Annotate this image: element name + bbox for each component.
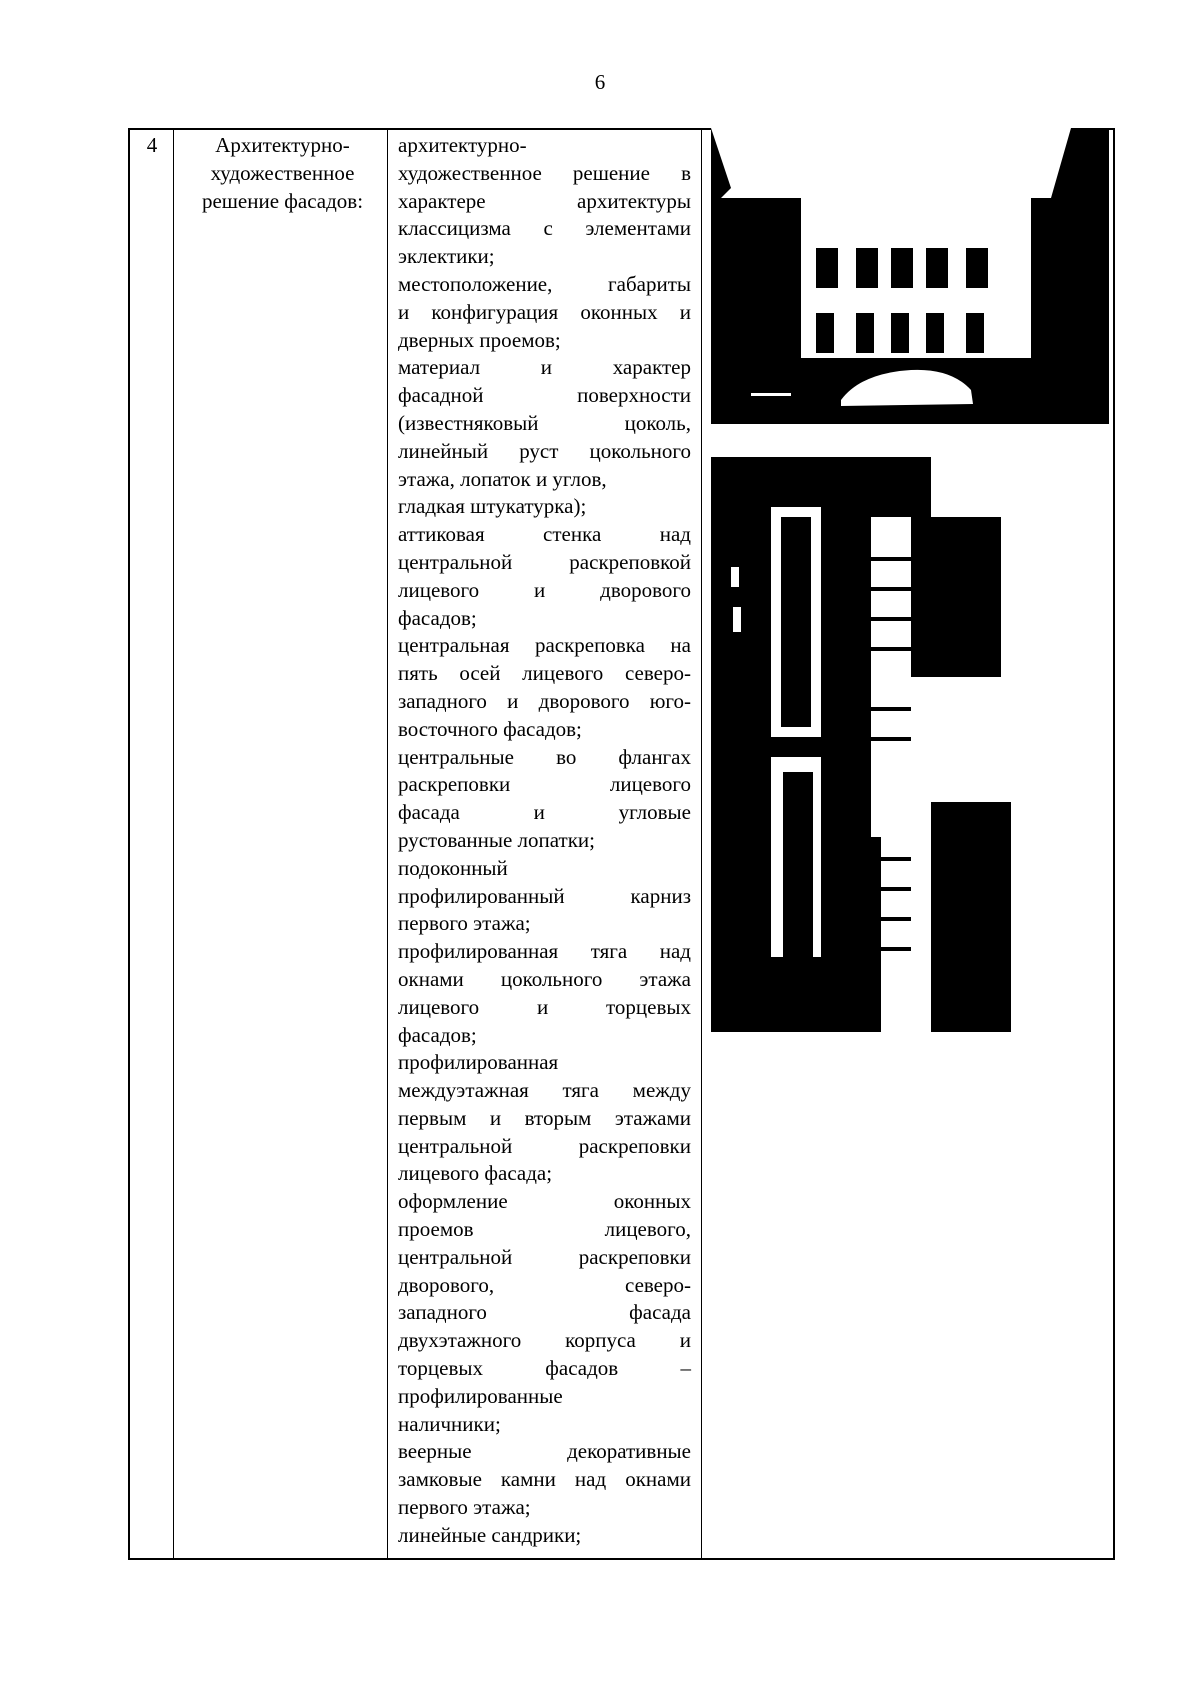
description-line: раскреповки лицевого	[398, 772, 691, 797]
description-line: дверных проемов;	[398, 327, 561, 352]
description-line: подоконный	[398, 855, 508, 880]
description-line: профилированная тяга над	[398, 939, 691, 964]
row-description	[398, 132, 691, 1550]
description-line: восточного фасадов;	[398, 716, 582, 741]
description-line: центральная раскреповка на	[398, 633, 691, 658]
description-line: первым и вторым этажами	[398, 1105, 691, 1130]
description-line: фасада и угловые	[398, 800, 691, 825]
description-line: замковые камни над окнами	[398, 1467, 691, 1492]
description-line: западного фасада	[398, 1300, 691, 1325]
description-line: этажа, лопаток и углов,	[398, 466, 607, 491]
description-line: торцевых фасадов –	[398, 1356, 691, 1381]
description-line: междуэтажная тяга между	[398, 1078, 691, 1103]
description-line: профилированная	[398, 1050, 559, 1075]
facade-photo-detail	[711, 457, 1102, 1032]
description-line: лицевого фасада;	[398, 1161, 553, 1186]
facade-table	[128, 128, 1115, 1560]
description-line: первого этажа;	[398, 1495, 531, 1520]
column-divider	[173, 130, 174, 1558]
row-title-line: решение фасадов:	[201, 188, 364, 213]
row-title-line: художественное	[210, 160, 355, 185]
description-line: гладкая штукатурка);	[398, 494, 587, 519]
description-line: местоположение, габариты	[398, 271, 691, 296]
description-line: центральной раскреповки	[398, 1133, 691, 1158]
description-line: эклектики;	[398, 244, 495, 269]
description-line: классицизма с элементами	[398, 216, 691, 241]
description-line: рустованные лопатки;	[398, 827, 596, 852]
description-line: центральные во флангах	[398, 744, 691, 769]
description-line: фасадов;	[398, 605, 477, 630]
description-line: фасадов;	[398, 1022, 477, 1047]
description-line: западного и дворового юго-	[398, 688, 691, 713]
description-line: художественное решение в	[398, 160, 691, 185]
description-line: первого этажа;	[398, 911, 531, 936]
column-divider	[387, 130, 388, 1558]
description-line: характере архитектуры	[398, 188, 691, 213]
description-line: и конфигурация оконных и	[398, 299, 691, 324]
description-line: профилированный карниз	[398, 883, 691, 908]
description-line: фасадной поверхности	[398, 383, 691, 408]
description-line: дворового, северо-	[398, 1272, 691, 1297]
description-line: материал и характер	[398, 355, 691, 380]
column-divider	[701, 130, 702, 1558]
description-line: аттиковая стенка над	[398, 522, 691, 547]
row-number: 4	[146, 133, 158, 157]
description-line: линейные сандрики;	[398, 1522, 582, 1547]
description-line: оформление оконных	[398, 1189, 691, 1214]
description-line: проемов лицевого,	[398, 1217, 691, 1242]
description-line: центральной раскреповки	[398, 1244, 691, 1269]
description-line: профилированные	[398, 1383, 563, 1408]
description-line: окнами цокольного этажа	[398, 966, 691, 991]
description-line: двухэтажного корпуса и	[398, 1328, 691, 1353]
description-line: наличники;	[398, 1411, 501, 1436]
description-line: лицевого и торцевых	[398, 994, 691, 1019]
description-line: архитектурно-	[398, 133, 527, 157]
row-title-line: Архитектурно-	[215, 133, 350, 157]
page-number: 6	[594, 70, 606, 94]
row-title	[176, 132, 389, 215]
description-line: центральной раскреповкой	[398, 549, 691, 574]
description-line: (известняковый цоколь,	[398, 410, 691, 435]
description-line: лицевого и дворового	[398, 577, 691, 602]
description-line: пять осей лицевого северо-	[398, 661, 691, 686]
facade-photo-front	[711, 128, 1109, 424]
description-line: веерные декоративные	[398, 1439, 691, 1464]
description-line: линейный руст цокольного	[398, 438, 691, 463]
